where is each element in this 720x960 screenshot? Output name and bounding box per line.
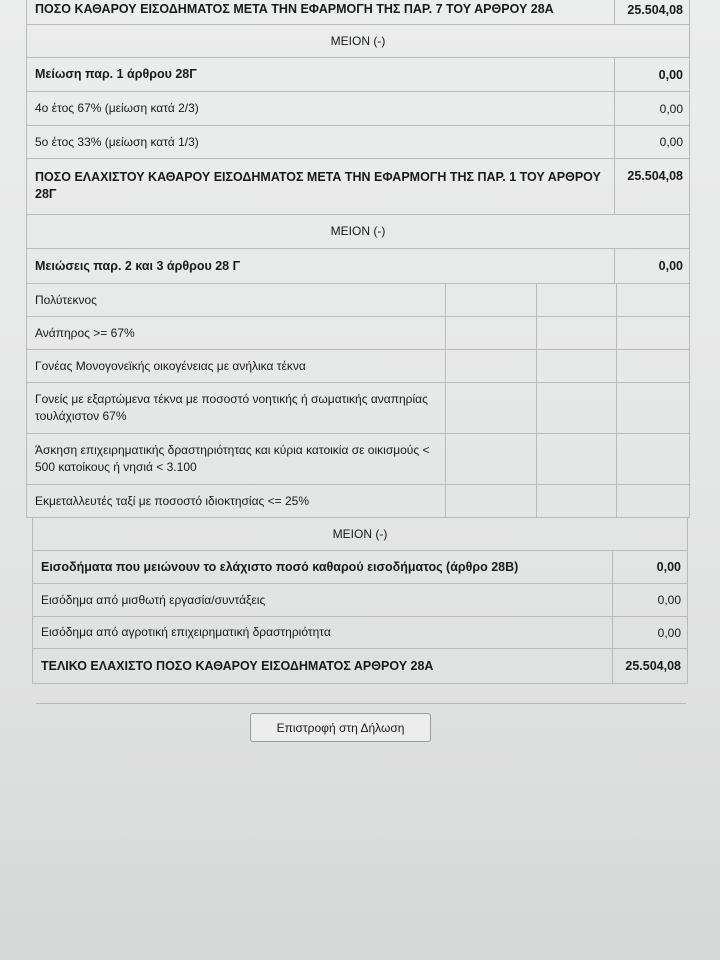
item-label: Εκμεταλλευτές ταξί με ποσοστό ιδιοκτησίας <= 25% xyxy=(35,493,309,508)
minus-header-3 xyxy=(32,518,688,551)
year5-row xyxy=(26,126,690,159)
incomes-28b-row xyxy=(32,551,688,584)
year5-label: 5ο έτος 33% (μείωση κατά 1/3) xyxy=(35,134,199,149)
item-cell xyxy=(616,317,690,349)
item-row xyxy=(26,284,690,317)
incomes-28b-value: 0,00 xyxy=(612,551,688,583)
final-min-income-row xyxy=(32,649,688,684)
reduction-28g-label: Μείωση παρ. 1 άρθρου 28Γ xyxy=(35,67,197,81)
item-label: Ανάπηρος >= 67% xyxy=(35,325,135,340)
item-row xyxy=(26,485,690,518)
back-to-declaration-button[interactable]: Επιστροφή στη Δήλωση xyxy=(250,713,431,742)
item-cell xyxy=(616,383,690,433)
min-net-income-row xyxy=(26,159,690,215)
item-cell xyxy=(616,485,690,517)
net-income-after-par7-value: 25.504,08 xyxy=(614,0,690,24)
minus-header-1 xyxy=(26,25,690,58)
item-cell xyxy=(616,284,690,316)
item-row xyxy=(26,350,690,383)
item-cell xyxy=(445,434,536,484)
minus-header-2 xyxy=(26,215,690,249)
item-cell xyxy=(445,317,536,349)
item-cell xyxy=(536,485,616,517)
item-row xyxy=(26,383,690,434)
item-cell xyxy=(536,284,616,316)
year4-row xyxy=(26,92,690,126)
net-income-after-par7-label: ΠΟΣΟ ΚΑΘΑΡΟΥ ΕΙΣΟΔΗΜΑΤΟΣ ΜΕΤΑ ΤΗΝ ΕΦΑΡΜΟΓΗ ΤΗΣ ΠΑΡ. 7 ΤΟΥ ΑΡΘΡΟΥ 28Α xyxy=(35,2,554,16)
minus-label-3: ΜΕΙΟΝ (-) xyxy=(332,526,388,541)
item-cell xyxy=(536,434,616,484)
item-cell xyxy=(616,350,690,382)
item-cell xyxy=(445,485,536,517)
item-cell xyxy=(445,284,536,316)
item-cell xyxy=(445,383,536,433)
min-net-income-label: ΠΟΣΟ ΕΛΑΧΙΣΤΟΥ ΚΑΘΑΡΟΥ ΕΙΣΟΔΗΜΑΤΟΣ ΜΕΤΑ ΤΗΝ ΕΦΑΡΜΟΓΗ ΤΗΣ ΠΑΡ. 1 ΤΟΥ ΑΡΘΡΟΥ 28Γ xyxy=(35,170,601,201)
item-label: Γονείς με εξαρτώμενα τέκνα με ποσοστό νοητικής ή σωματικής αναπηρίας τουλάχιστον 67% xyxy=(35,392,428,423)
item-cell xyxy=(536,383,616,433)
final-min-income-label: ΤΕΛΙΚΟ ΕΛΑΧΙΣΤΟ ΠΟΣΟ ΚΑΘΑΡΟΥ ΕΙΣΟΔΗΜΑΤΟΣ ΑΡΘΡΟΥ 28Α xyxy=(41,658,434,673)
item-cell xyxy=(445,350,536,382)
item-cell xyxy=(616,434,690,484)
salary-income-row xyxy=(32,584,688,617)
reduction-28g-value: 0,00 xyxy=(614,58,690,91)
year5-value: 0,00 xyxy=(614,126,690,158)
summary-table xyxy=(26,0,690,684)
reductions-28g-label: Μειώσεις παρ. 2 και 3 άρθρου 28 Γ xyxy=(35,258,241,273)
item-label: Γονέας Μονογονεϊκής οικογένειας με ανήλικα τέκνα xyxy=(35,358,306,373)
year4-value: 0,00 xyxy=(614,92,690,125)
salary-income-label: Εισόδημα από μισθωτή εργασία/συντάξεις xyxy=(41,592,266,607)
item-cell xyxy=(536,350,616,382)
minus-label-2: ΜΕΙΟΝ (-) xyxy=(330,224,386,238)
item-label: Πολύτεκνος xyxy=(35,292,97,307)
item-row xyxy=(26,317,690,350)
item-cell xyxy=(536,317,616,349)
item-row xyxy=(26,434,690,485)
income-section xyxy=(32,518,688,684)
min-net-income-value: 25.504,08 xyxy=(614,159,690,214)
reductions-28g-row xyxy=(26,249,690,284)
incomes-28b-label: Εισοδήματα που μειώνουν το ελάχιστο ποσό καθαρού εισοδήματος (άρθρο 28Β) xyxy=(41,559,519,574)
reduction-28g-row xyxy=(26,58,690,92)
salary-income-value: 0,00 xyxy=(612,584,688,616)
year4-label: 4ο έτος 67% (μείωση κατά 2/3) xyxy=(35,101,199,115)
agri-income-row xyxy=(32,617,688,649)
net-income-after-par7-row xyxy=(26,0,690,25)
final-min-income-value: 25.504,08 xyxy=(612,649,688,683)
reductions-28g-value: 0,00 xyxy=(614,249,690,283)
agri-income-label: Εισόδημα από αγροτική επιχειρηματική δραστηριότητα xyxy=(41,625,331,639)
divider xyxy=(36,703,686,704)
item-label: Άσκηση επιχειρηματικής δραστηριότητας και κύρια κατοικία σε οικισμούς < 500 κατοίκους ή νησιά < 3.100 xyxy=(35,443,430,474)
agri-income-value: 0,00 xyxy=(612,617,688,648)
minus-label-1: ΜΕΙΟΝ (-) xyxy=(330,33,386,48)
